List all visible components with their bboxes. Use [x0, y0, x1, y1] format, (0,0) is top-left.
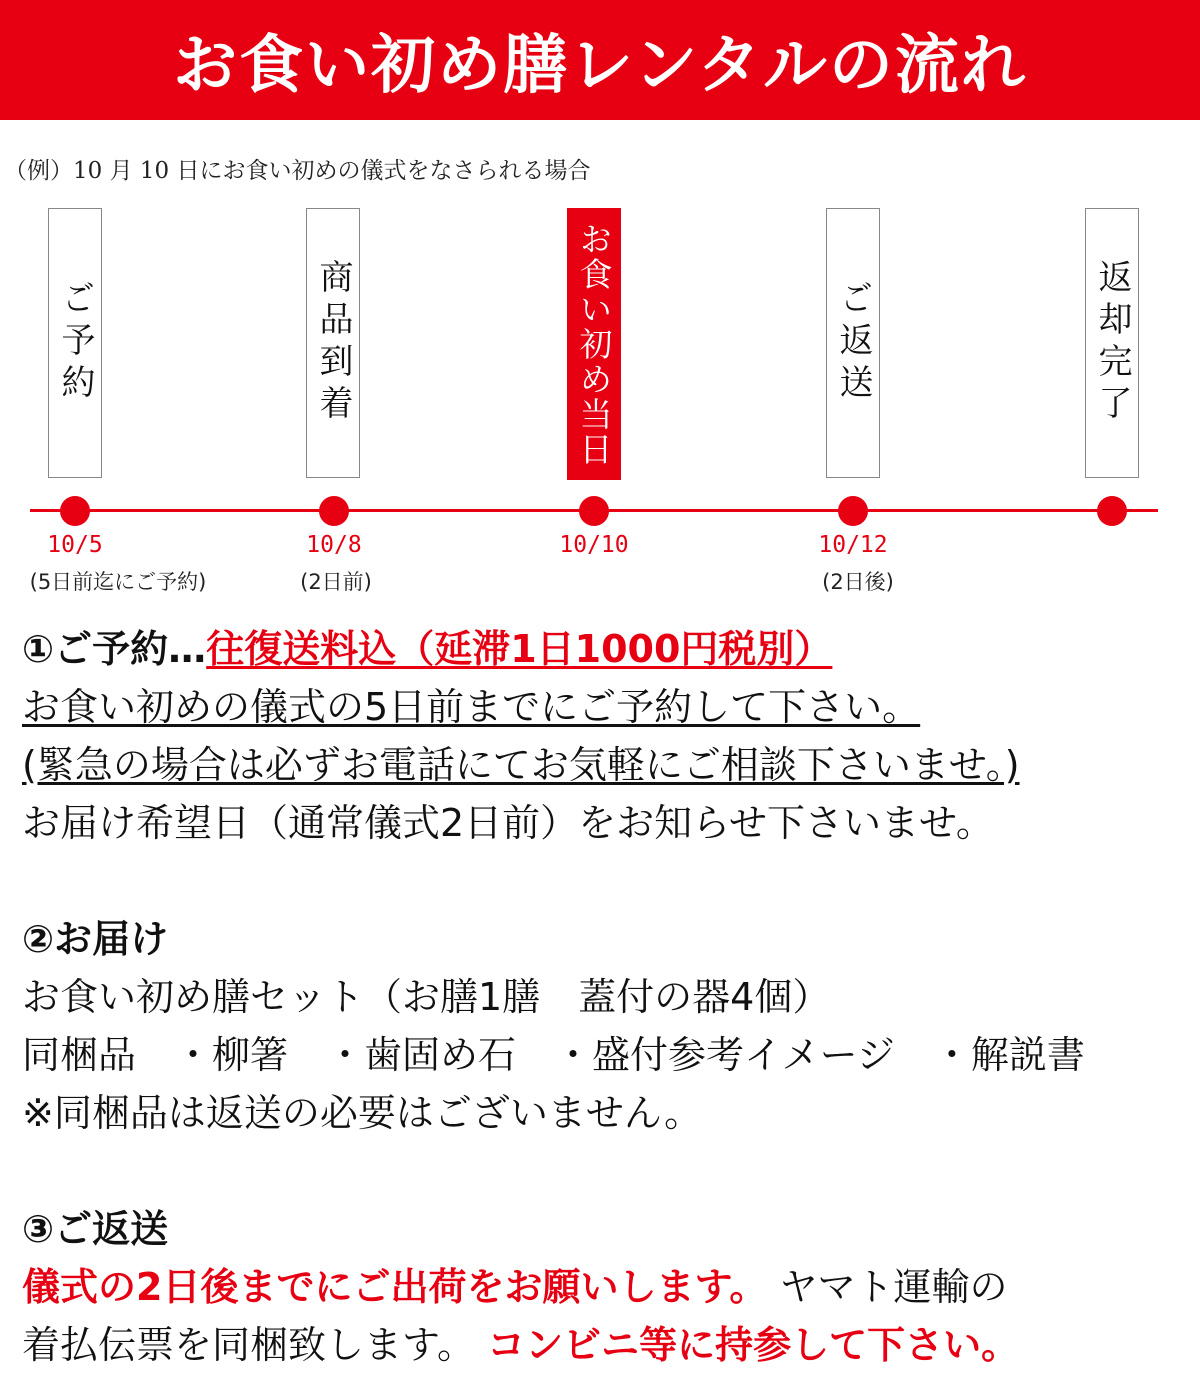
step-label: お食い初め当日 [574, 221, 614, 467]
step-label: 返却完了 [1092, 259, 1132, 427]
step-box-return-complete [1085, 208, 1139, 478]
step-label: ご返送 [833, 280, 873, 406]
section2-line1: お食い初め膳セット（お膳1膳 蓋付の器4個） [22, 975, 831, 1019]
section3-convenience-note: コンビニ等に持参して下さい。 [487, 1323, 1020, 1367]
section1-line2: (緊急の場合は必ずお電話にてお気軽にご相談下さいませ。) [22, 743, 1020, 787]
step-label: ご予約 [55, 280, 95, 406]
step-label: 商品到着 [313, 259, 353, 427]
timeline-dot [1097, 496, 1127, 526]
timeline-date: 10/5 [47, 532, 103, 558]
section2-line3: ※同梱品は返送の必要はございません。 [22, 1091, 703, 1135]
timeline-dot [319, 496, 349, 526]
timeline-note: (5日前迄にご予約) [29, 570, 207, 594]
timeline-note: (2日前) [300, 570, 372, 594]
timeline-dot [60, 496, 90, 526]
timeline-date: 10/8 [306, 532, 362, 558]
section1-line1: お食い初めの儀式の5日前までにご予約して下さい。 [22, 685, 921, 729]
section1-shipping-note: 往復送料込（延滞1日1000円税別） [206, 627, 833, 671]
section2-heading: ②お届け [22, 917, 169, 961]
section1-heading: ①ご予約… [22, 627, 207, 671]
section3-slip-note: 着払伝票を同梱致します。 [22, 1323, 475, 1367]
section3-line2 [22, 1316, 1192, 1374]
page-title: お食い初め膳レンタルの流れ [0, 0, 1200, 120]
example-caption: （例）10 月 10 日にお食い初めの儀式をなさられる場合 [4, 158, 591, 184]
section3-heading: ③ご返送 [22, 1207, 169, 1251]
section1-line3: お届け希望日（通常儀式2日前）をお知らせ下さいませ。 [22, 801, 994, 845]
flow-description [22, 620, 1192, 1374]
section2-line2: 同梱品 ・柳箸 ・歯固め石 ・盛付参考イメージ ・解説書 [22, 1033, 1085, 1077]
section3-ship-deadline: 儀式の2日後までにご出荷をお願いします。 [22, 1265, 768, 1309]
step-box-reservation [48, 208, 102, 478]
timeline-note: (2日後) [822, 570, 894, 594]
timeline-dot [838, 496, 868, 526]
step-box-arrival [306, 208, 360, 478]
section3-carrier: ヤマト運輸の [779, 1265, 1008, 1309]
timeline-date: 10/12 [818, 532, 888, 558]
timeline-date: 10/10 [559, 532, 629, 558]
timeline-dot [579, 496, 609, 526]
section3-line1 [22, 1258, 1192, 1316]
step-box-return [826, 208, 880, 478]
section1-heading-line [22, 620, 1192, 678]
step-box-ceremony-day [567, 208, 621, 480]
